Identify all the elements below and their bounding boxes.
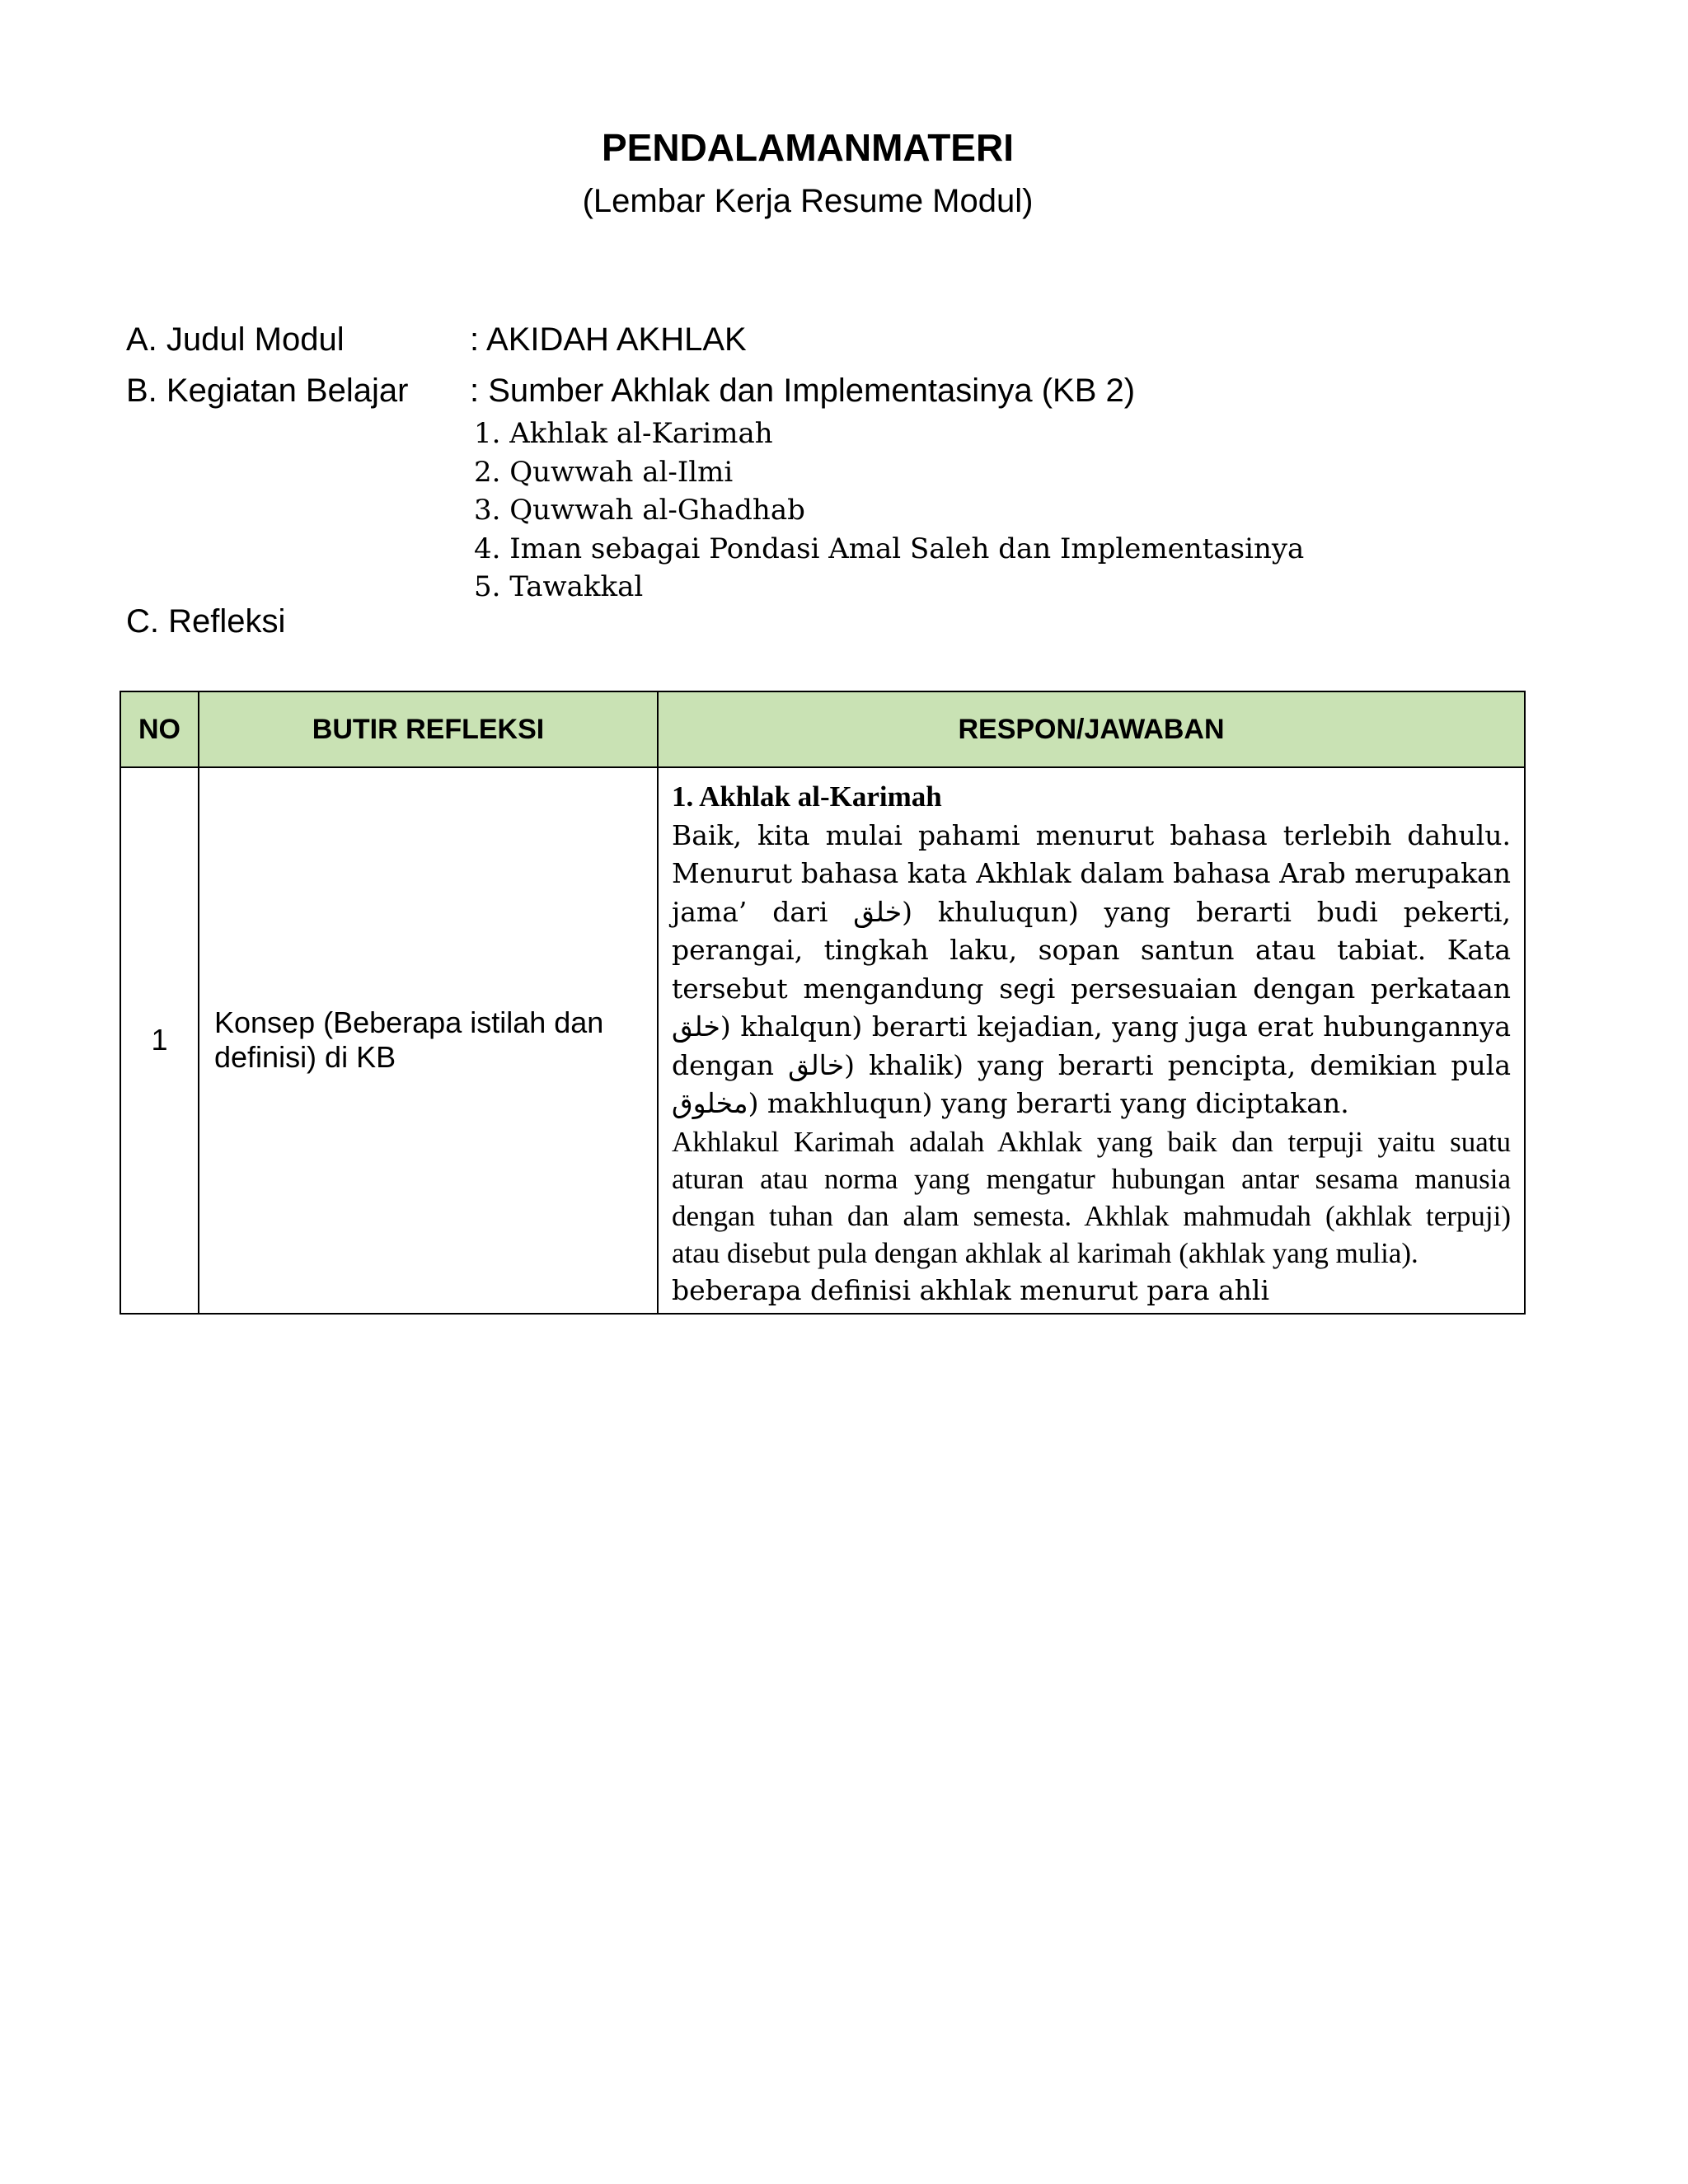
kegiatan-belajar-value: : Sumber Akhlak dan Implementasinya (KB 2): [470, 373, 1136, 409]
header-no: NO: [120, 691, 199, 767]
response-heading: 1. Akhlak al-Karimah: [672, 780, 942, 813]
kb-topic-item: 5. Tawakkal: [474, 570, 644, 603]
response-paragraph: Akhlakul Karimah adalah Akhlak yang baik dan terpuji yaitu suatu aturan atau norma yang mengatur hubungan antar sesama manusia dengan tuhan dan alam semesta. Akhlak mahmudah (akhlak terpuji) atau disebut pula dengan akhlak al karimah (akhlak yang mulia).: [672, 1125, 1511, 1269]
judul-modul-value: : AKIDAH AKHLAK: [470, 321, 747, 358]
kb-topic-item: 3. Quwwah al-Ghadhab: [474, 494, 805, 527]
header-butir-refleksi: BUTIR REFLEKSI: [199, 691, 658, 767]
judul-modul-label: A. Judul Modul: [126, 321, 345, 358]
kb-topic-list: [474, 415, 1304, 607]
response-paragraph: beberapa definisi akhlak menurut para ahli: [672, 1273, 1270, 1306]
header-respon-jawaban: RESPON/JAWABAN: [658, 691, 1525, 767]
refleksi-label: C. Refleksi: [126, 603, 286, 640]
table-header-row: [120, 691, 1525, 767]
refleksi-table: [120, 691, 1526, 1315]
response-cell: [658, 767, 1525, 1314]
kb-topic-item: 2. Quwwah al-Ilmi: [474, 455, 734, 489]
row-number: 1: [120, 767, 199, 1314]
kegiatan-belajar-label: B. Kegiatan Belajar: [126, 373, 409, 409]
kb-topic-item: 1. Akhlak al-Karimah: [474, 417, 773, 450]
page-subtitle: (Lembar Kerja Resume Modul): [582, 183, 1034, 219]
page-title: PENDALAMANMATERI: [601, 126, 1014, 169]
butir-refleksi-cell: Konsep (Beberapa istilah dan definisi) di KB: [199, 767, 658, 1314]
table-row: [120, 767, 1525, 1314]
kb-topic-item: 4. Iman sebagai Pondasi Amal Saleh dan Implementasinya: [474, 532, 1305, 565]
response-paragraph: Baik, kita mulai pahami menurut bahasa terlebih dahulu. Menurut bahasa kata Akhlak dalam bahasa Arab merupakan jama’ dari خلق) khuluqun) yang berarti budi pekerti, perangai, tingkah laku, sopan santun atau tabiat. Kata tersebut mengandung segi persesuaian dengan perkataan خلق) khalqun) berarti kejadian, yang juga erat hubungannya dengan خالق) khalik) yang berarti pencipta, demikian pula مخلوق) makhluqun) yang berarti yang diciptakan.: [672, 818, 1512, 1119]
